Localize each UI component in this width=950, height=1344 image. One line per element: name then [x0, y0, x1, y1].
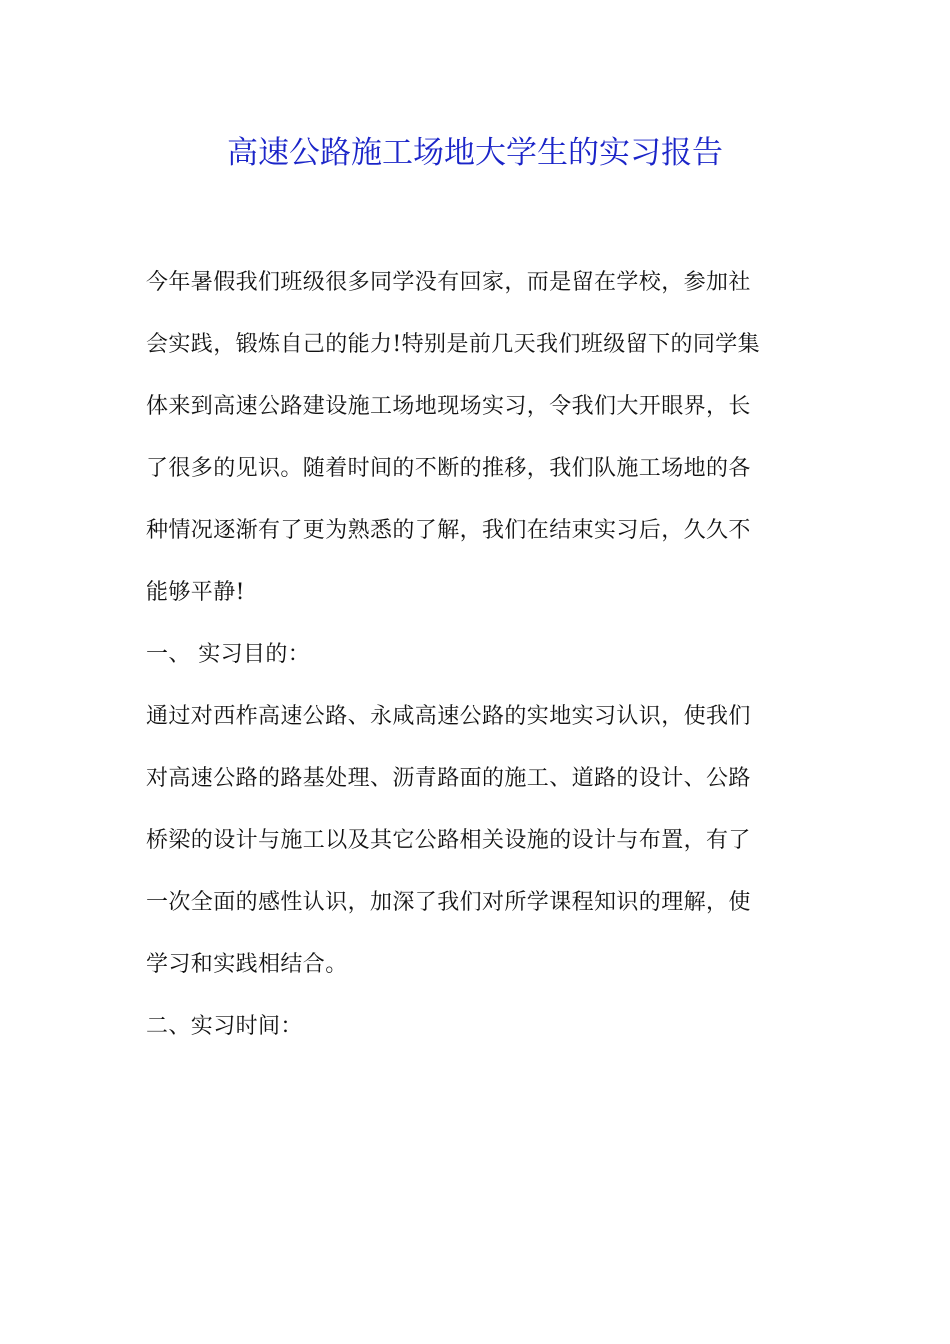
section-heading: 一、 实习目的：	[146, 642, 311, 667]
paragraph-line: 一次全面的感性认识，加深了我们对所学课程知识的理解，使	[146, 890, 751, 915]
paragraph-line: 体来到高速公路建设施工场地现场实习，令我们大开眼界，长	[146, 394, 751, 419]
paragraph-line: 桥梁的设计与施工以及其它公路相关设施的设计与布置，有了	[146, 828, 751, 853]
document-body	[146, 252, 806, 1058]
section-heading: 二、实习时间：	[146, 1014, 303, 1039]
paragraph-line: 今年暑假我们班级很多同学没有回家，而是留在学校，参加社	[146, 270, 751, 295]
paragraph-line: 能够平静!	[146, 580, 245, 605]
paragraph-line: 会实践，锻炼自己的能力!特别是前几天我们班级留下的同学集	[146, 332, 761, 357]
paragraph-line: 对高速公路的路基处理、沥青路面的施工、道路的设计、公路	[146, 766, 751, 791]
paragraph-line: 了很多的见识。随着时间的不断的推移，我们队施工场地的各	[146, 456, 751, 481]
paragraph-line: 学习和实践相结合。	[146, 952, 348, 977]
paragraph-line: 通过对西柞高速公路、永咸高速公路的实地实习认识，使我们	[146, 704, 751, 729]
paragraph-line: 种情况逐渐有了更为熟悉的了解，我们在结束实习后，久久不	[146, 518, 751, 543]
document-title: 高速公路施工场地大学生的实习报告	[227, 135, 723, 171]
